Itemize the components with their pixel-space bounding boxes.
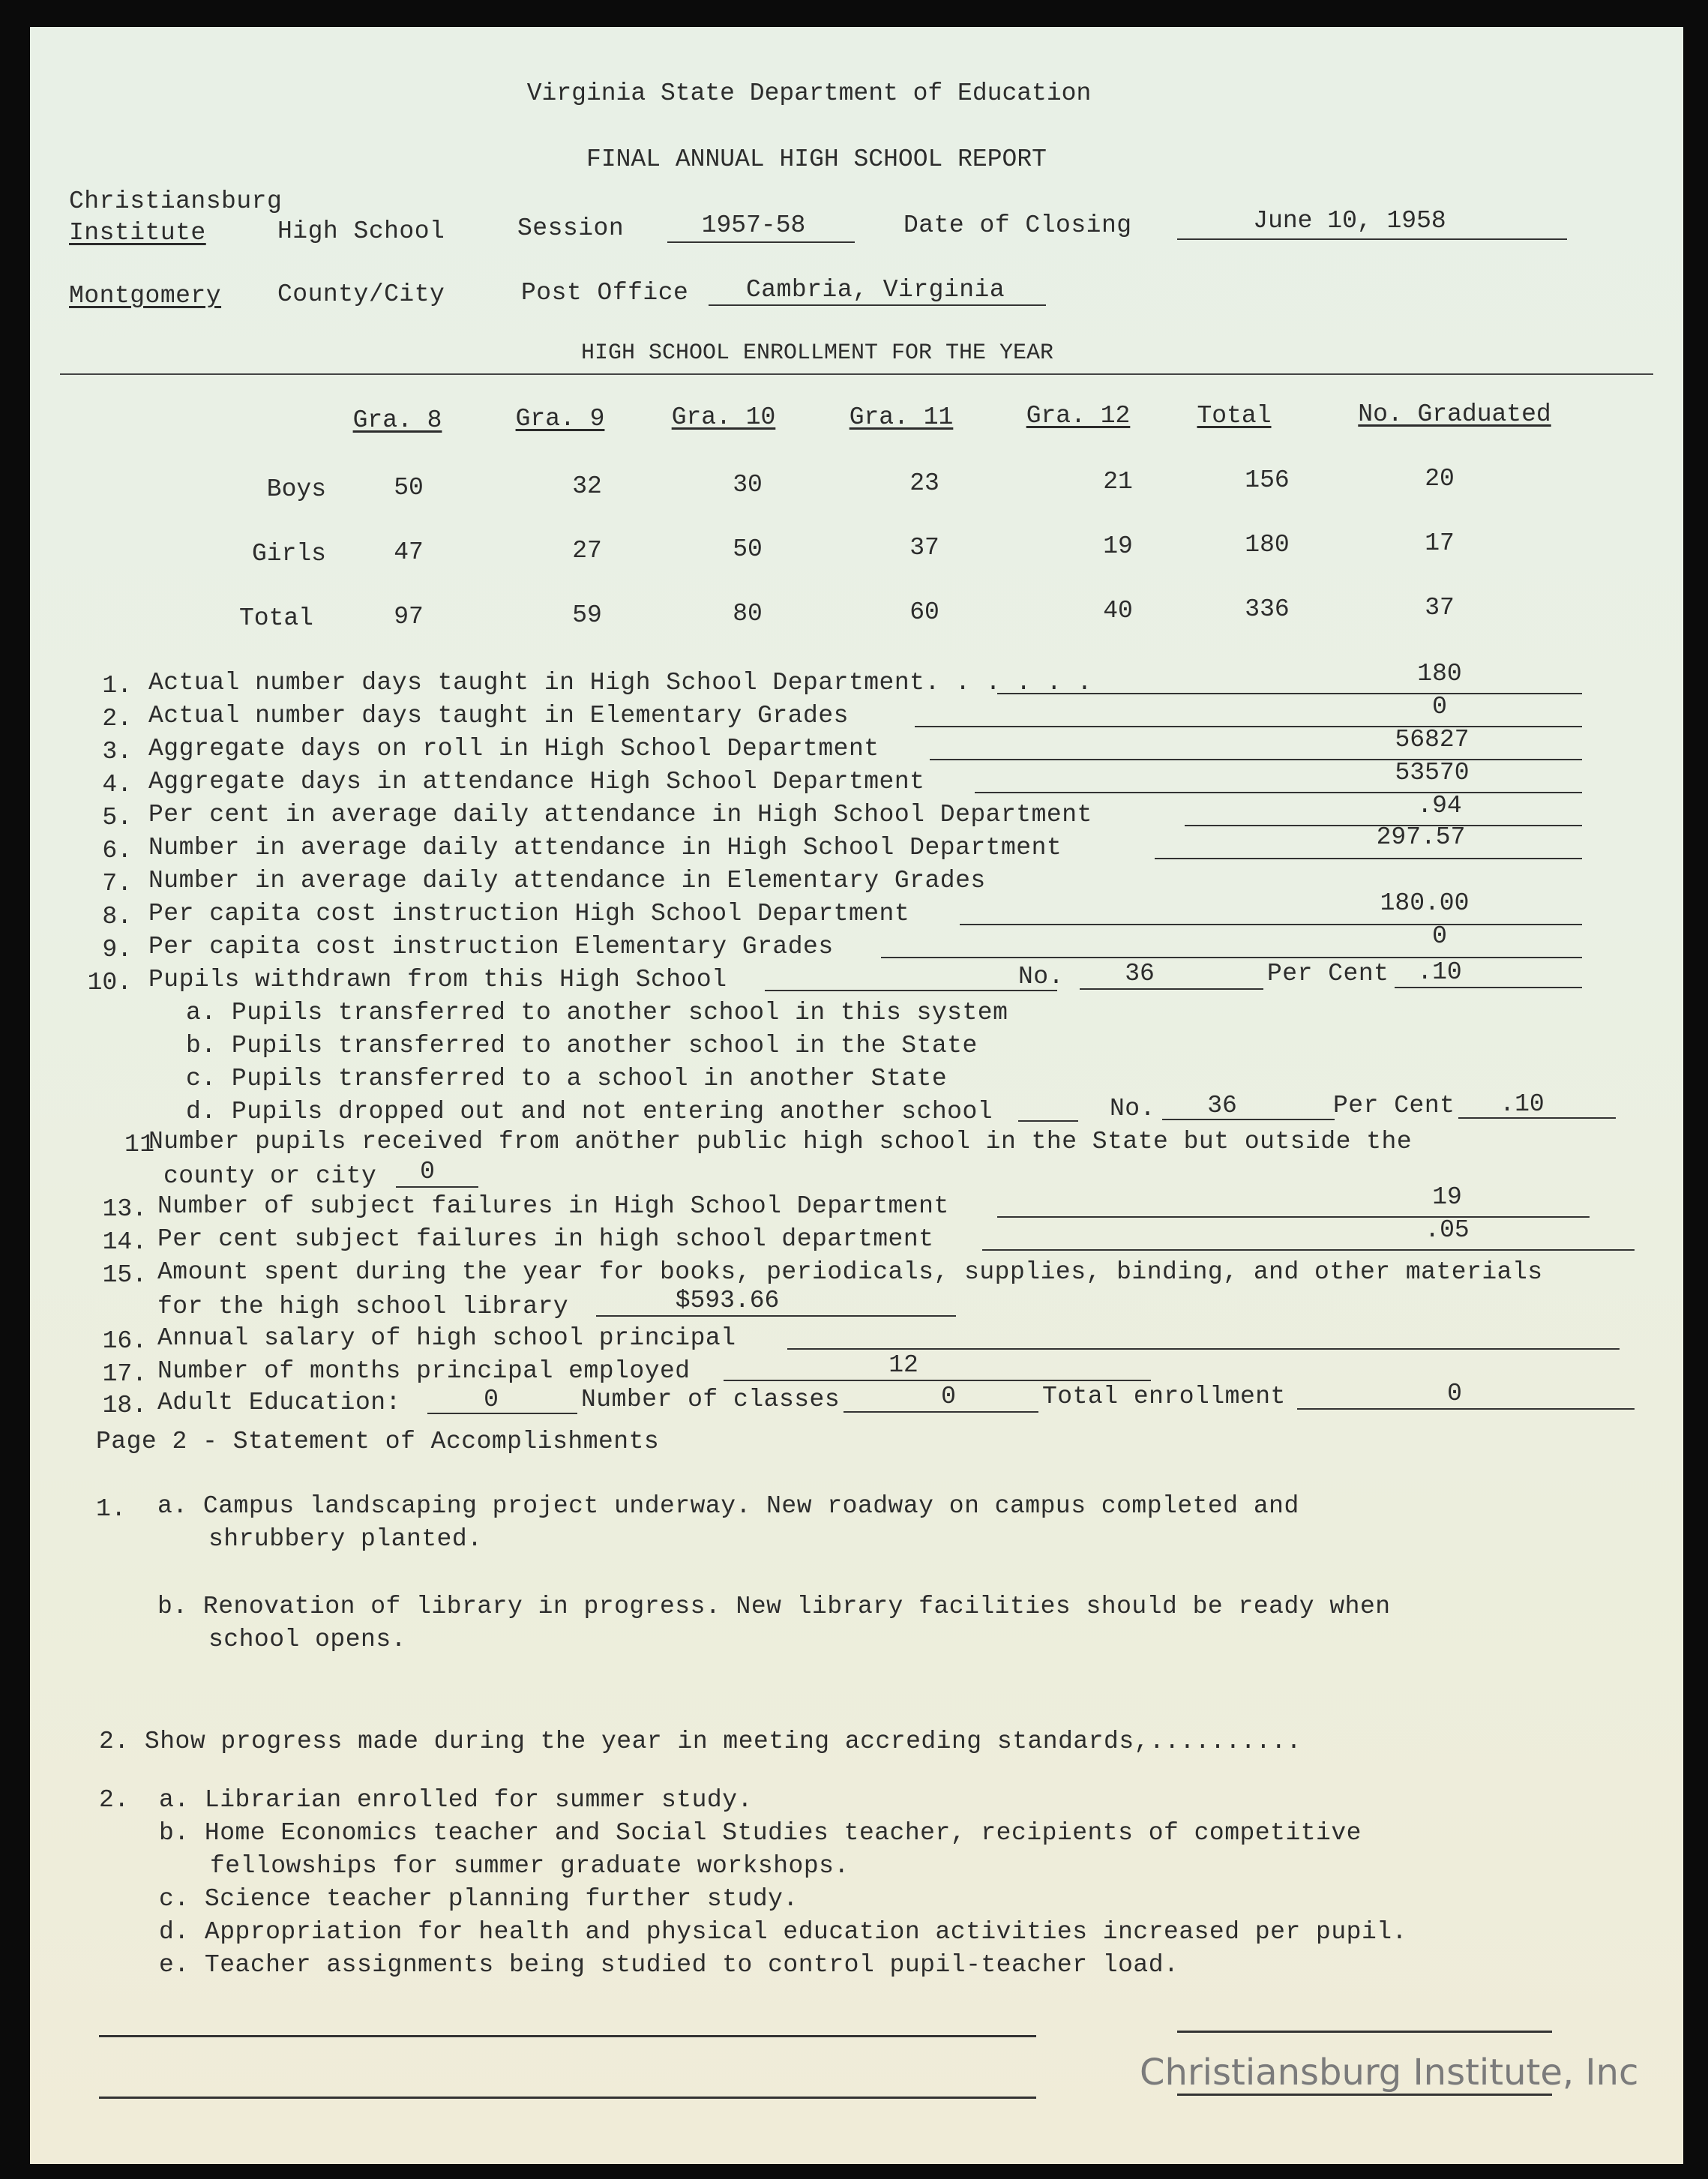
item-number: 10. — [87, 969, 132, 997]
item-blank — [427, 1413, 577, 1414]
column-header: Gra. 8 — [352, 406, 442, 434]
item-blank — [915, 726, 1582, 727]
table-cell: 27 — [572, 537, 602, 565]
table-cell: 180 — [1245, 531, 1290, 559]
item-blank — [765, 990, 1057, 991]
table-cell: 59 — [572, 601, 602, 629]
no-blank — [1080, 988, 1263, 990]
item-value: 180.00 — [1380, 889, 1470, 917]
item-value: 12 — [888, 1351, 918, 1379]
item-text: Aggregate days on roll in High School Department — [148, 735, 879, 763]
item-value: 53570 — [1395, 759, 1470, 787]
item-text: Actual number days taught in High School Department. . . . . . — [148, 669, 1092, 697]
item-number: 16. — [102, 1327, 147, 1355]
no-blank — [1162, 1119, 1335, 1120]
table-cell: 336 — [1245, 595, 1290, 623]
table-cell: 80 — [733, 600, 763, 628]
column-header: Gra. 10 — [671, 403, 776, 431]
item-value: 297.57 — [1376, 823, 1466, 851]
list-item: b. Home Economics teacher and Social Studies teacher, recipients of competitive — [159, 1819, 1362, 1847]
document-subtitle: FINAL ANNUAL HIGH SCHOOL REPORT — [586, 145, 1047, 173]
item-text: Number of subject failures in High School Department — [157, 1192, 949, 1220]
table-cell: 30 — [733, 471, 763, 499]
item-text: Per capita cost instruction Elementary Grades — [148, 933, 834, 961]
item-value: 56827 — [1395, 726, 1470, 754]
table-cell: 50 — [733, 535, 763, 563]
report-page — [30, 27, 1683, 2164]
item-text: Actual number days taught in Elementary Grades — [148, 702, 849, 730]
list-item: school opens. — [208, 1626, 406, 1653]
item-blank — [724, 1380, 1151, 1381]
column-header: No. Graduated — [1358, 400, 1551, 428]
session-value: 1957-58 — [701, 211, 806, 239]
item-text: Per cent in average daily attendance in High School Department — [148, 801, 1092, 829]
item-value: 180 — [1417, 660, 1462, 688]
item-text: Amount spent during the year for books, periodicals, supplies, binding, and other materials — [157, 1258, 1543, 1286]
item-text: Number pupils received from anöther public high school in the State but outside the — [148, 1128, 1413, 1155]
item-text: Number in average daily attendance in Elementary Grades — [148, 867, 986, 895]
item-value: 0 — [484, 1386, 499, 1413]
school-name-line1: Christiansburg — [69, 187, 283, 215]
list-item: c. Science teacher planning further study. — [159, 1885, 799, 1913]
school-name-line2: Institute — [69, 219, 206, 247]
item-number: 4. — [102, 771, 132, 799]
item-text: Per capita cost instruction High School Department — [148, 900, 910, 928]
item-blank — [997, 693, 1582, 694]
table-cell: 19 — [1103, 532, 1133, 560]
column-header: Gra. 9 — [515, 405, 605, 433]
percent-value: .10 — [1500, 1090, 1545, 1118]
item-text: Number in average daily attendance in High School Department — [148, 834, 1062, 862]
item-blank — [982, 1249, 1635, 1251]
post-office-blank — [709, 304, 1046, 306]
section-number: 1. — [96, 1495, 127, 1523]
table-cell: 37 — [1425, 594, 1455, 622]
post-office-label: Post Office — [521, 279, 689, 307]
item-text: Per cent subject failures in high school department — [157, 1225, 934, 1253]
classes-value: 0 — [941, 1383, 956, 1410]
signature-line — [99, 2097, 1036, 2099]
table-cell: 60 — [909, 598, 939, 626]
list-item: fellowships for summer graduate workshops. — [210, 1852, 850, 1880]
item-number: 17. — [102, 1360, 147, 1388]
item-blank — [930, 759, 1582, 760]
sub-item: b. Pupils transferred to another school in the State — [186, 1032, 978, 1060]
watermark: Christiansburg Institute, Inc — [1140, 2052, 1639, 2094]
sub-item: c. Pupils transferred to a school in another State — [186, 1065, 948, 1092]
item-blank — [997, 1216, 1590, 1218]
no-label: No. — [1018, 963, 1064, 991]
item-blank — [787, 1348, 1620, 1350]
table-cell: 32 — [572, 472, 602, 500]
item-number: 11 — [124, 1131, 155, 1158]
item-number: 13. — [102, 1195, 147, 1223]
row-label: Total — [238, 604, 313, 632]
item-text: Annual salary of high school principal — [157, 1324, 736, 1352]
column-header: Total — [1197, 402, 1272, 430]
sub-item: d. Pupils dropped out and not entering another school — [186, 1098, 993, 1125]
table-cell: 47 — [394, 538, 424, 566]
enrollment-label: Total enrollment — [1042, 1383, 1286, 1410]
item-value: .94 — [1417, 792, 1462, 820]
enrollment-blank — [1297, 1408, 1635, 1410]
item-number: 14. — [102, 1228, 147, 1256]
percent-value: .10 — [1417, 958, 1462, 986]
enrollment-value: 0 — [1447, 1380, 1462, 1407]
item-number: 8. — [102, 903, 132, 931]
list-item: a. Campus landscaping project underway. New roadway on campus completed and — [157, 1492, 1299, 1520]
item-value: 0 — [420, 1158, 435, 1185]
closing-blank — [1177, 238, 1567, 240]
table-cell: 97 — [394, 603, 424, 631]
row-label: Boys — [266, 475, 326, 503]
item-number: 6. — [102, 837, 132, 865]
standards-heading: 2. Show progress made during the year in meeting accreding standards,.......... — [99, 1728, 1302, 1755]
sub-item-blank — [1018, 1120, 1078, 1122]
item-blank — [596, 1315, 956, 1317]
signature-line — [99, 2035, 1036, 2037]
item-number: 5. — [102, 804, 132, 832]
item-number: 18. — [102, 1392, 147, 1419]
table-cell: 23 — [909, 469, 939, 497]
classes-blank — [844, 1411, 1038, 1413]
item-blank — [396, 1186, 478, 1188]
percent-blank — [1395, 987, 1582, 988]
percent-label: Per Cent — [1333, 1092, 1455, 1119]
document-title: Virginia State Department of Education — [526, 79, 1092, 107]
table-cell: 20 — [1425, 465, 1455, 493]
item-value: 19 — [1432, 1183, 1462, 1211]
table-cell: 17 — [1425, 529, 1455, 557]
no-label: No. — [1110, 1095, 1155, 1122]
classes-label: Number of classes — [581, 1386, 841, 1413]
table-cell: 21 — [1103, 468, 1133, 496]
no-value: 36 — [1207, 1092, 1237, 1119]
column-header: Gra. 11 — [849, 403, 954, 431]
county-value: Montgomery — [69, 282, 222, 310]
list-item: b. Renovation of library in progress. New library facilities should be ready when — [157, 1593, 1391, 1620]
item-value: $593.66 — [675, 1287, 780, 1314]
item-number: 2. — [102, 705, 132, 733]
table-cell: 156 — [1245, 466, 1290, 494]
item-number: 3. — [102, 738, 132, 766]
item-text: Number of months principal employed — [157, 1357, 691, 1385]
list-item: shrubbery planted. — [208, 1525, 483, 1553]
closing-label: Date of Closing — [903, 211, 1132, 239]
item-blank — [1155, 858, 1582, 859]
item-text-continued: for the high school library — [157, 1293, 569, 1320]
row-label: Girls — [251, 540, 326, 568]
enrollment-title: HIGH SCHOOL ENROLLMENT FOR THE YEAR — [580, 340, 1054, 366]
post-office-value: Cambria, Virginia — [746, 276, 1005, 304]
item-blank — [960, 924, 1582, 925]
list-item: e. Teacher assignments being studied to control pupil-teacher load. — [159, 1951, 1179, 1979]
item-value: 0 — [1432, 922, 1447, 950]
item-number: 7. — [102, 870, 132, 898]
item-number: 15. — [102, 1261, 147, 1289]
table-cell: 37 — [909, 534, 939, 562]
list-item: d. Appropriation for health and physical education activities increased per pupil. — [159, 1918, 1407, 1946]
item-value: 0 — [1432, 693, 1447, 721]
no-value: 36 — [1125, 960, 1155, 988]
item-text: Adult Education: — [157, 1389, 401, 1416]
item-blank — [881, 957, 1582, 958]
item-value: .05 — [1425, 1216, 1470, 1244]
item-number: 1. — [102, 672, 132, 700]
item-text: Aggregate days in attendance High School Department — [148, 768, 925, 796]
percent-label: Per Cent — [1267, 960, 1389, 988]
session-blank — [667, 241, 855, 243]
list-item: a. Librarian enrolled for summer study. — [159, 1786, 753, 1814]
header-divider — [60, 373, 1653, 375]
item-number: 9. — [102, 936, 132, 964]
section-number: 2. — [99, 1786, 130, 1814]
school-label: High School — [277, 217, 445, 245]
page2-heading: Page 2 - Statement of Accomplishments — [96, 1428, 660, 1455]
signature-line — [1177, 2094, 1552, 2096]
signature-line — [1177, 2031, 1552, 2033]
closing-value: June 10, 1958 — [1253, 207, 1446, 235]
item-blank — [975, 792, 1582, 793]
table-cell: 40 — [1103, 597, 1133, 625]
item-text-continued: county or city — [163, 1162, 377, 1190]
column-header: Gra. 12 — [1026, 402, 1131, 430]
item-text: Pupils withdrawn from this High School — [148, 966, 727, 994]
county-label: County/City — [277, 280, 445, 308]
sub-item: a. Pupils transferred to another school in this system — [186, 999, 1008, 1027]
session-label: Session — [517, 214, 625, 242]
table-cell: 50 — [394, 474, 424, 502]
